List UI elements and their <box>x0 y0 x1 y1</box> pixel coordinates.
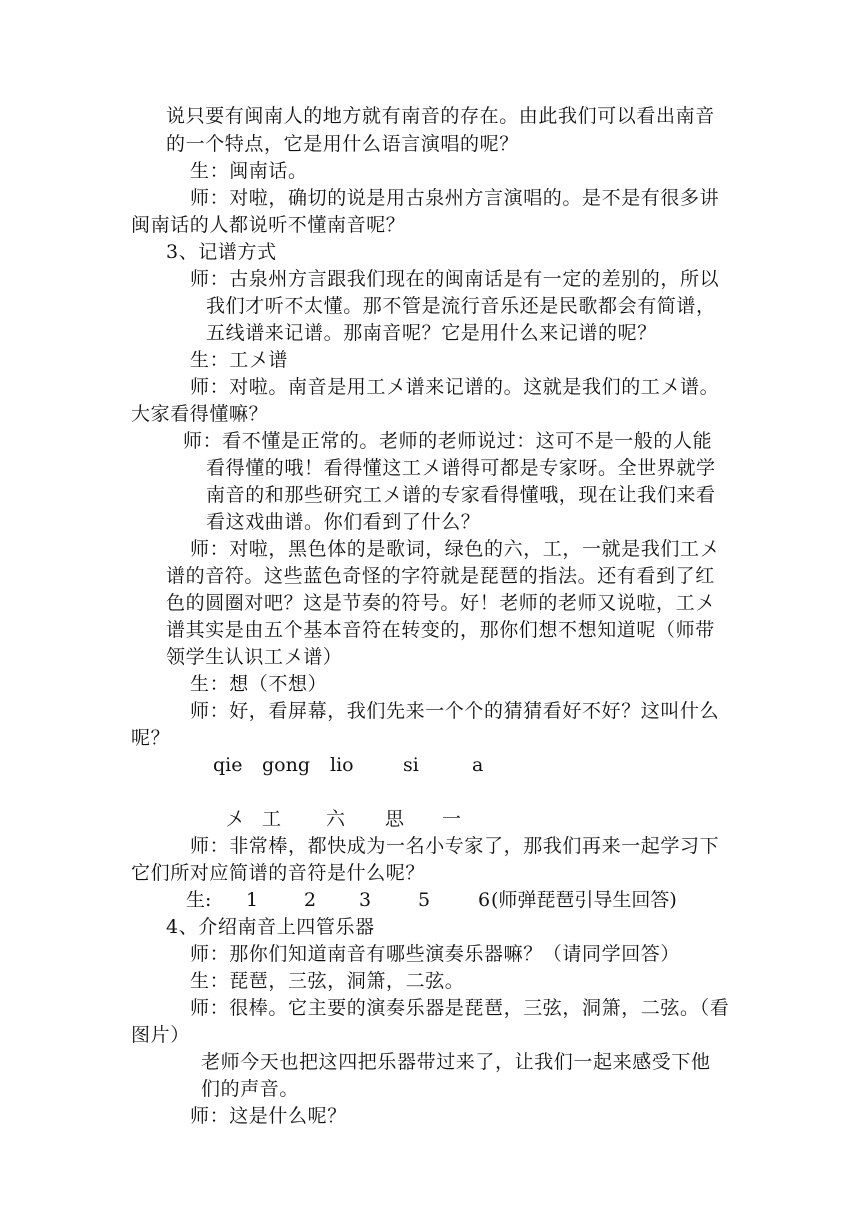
jianpu-note: 3 <box>359 889 372 911</box>
section-heading-notation: 3、记谱方式 <box>166 241 277 263</box>
gongche-notation-row <box>0 806 860 832</box>
jianpu-answer-row <box>0 887 860 913</box>
teacher-line: 师：看不懂是正常的。老师的老师说过：这可不是一般的人能 <box>183 430 713 452</box>
paragraph-line: 五线谱来记谱。那南音呢？它是用什么来记谱的呢？ <box>206 322 657 344</box>
teacher-line: 师：对啦。南音是用工〤谱来记谱的。这就是我们的工〤谱。 <box>190 376 720 398</box>
pinyin-item: si <box>403 754 419 776</box>
gongche-symbol: 思 <box>385 808 405 830</box>
pinyin-item: gong <box>262 754 311 776</box>
paragraph-line: 们的声音。 <box>201 1078 300 1100</box>
paragraph-line: 它们所对应简谱的音符是什么呢？ <box>131 862 426 884</box>
jianpu-note: 5 <box>418 889 431 911</box>
jianpu-label: 生: <box>186 889 212 911</box>
teacher-line: 师：古泉州方言跟我们现在的闽南话是有一定的差别的，所以 <box>190 268 720 290</box>
paragraph-line: 图片） <box>131 1024 190 1046</box>
jianpu-note: 6 <box>478 889 491 911</box>
paragraph-line: 领学生认识工〤谱） <box>166 646 343 668</box>
jianpu-remark: (师弹琵琶引导生回答) <box>491 889 677 911</box>
teacher-line: 师：对啦，确切的说是用古泉州方言演唱的。是不是有很多讲 <box>190 187 720 209</box>
paragraph-line: 的一个特点，它是用什么语言演唱的呢？ <box>166 133 519 155</box>
paragraph-line: 看得懂的哦！看得懂这工〤谱得可都是专家呀。全世界就学 <box>206 457 716 479</box>
jianpu-note: 2 <box>304 889 317 911</box>
paragraph-line: 南音的和那些研究工〤谱的专家看得懂哦，现在让我们来看 <box>206 484 716 506</box>
gongche-symbol: 〤 <box>225 808 245 830</box>
paragraph-line: 谱其实是由五个基本音符在转变的，那你们想不想知道呢（师带 <box>166 619 715 641</box>
pinyin-item: a <box>472 754 484 776</box>
jianpu-note: 1 <box>246 889 259 911</box>
paragraph-line: 说只要有闽南人的地方就有南音的存在。由此我们可以看出南音 <box>166 105 715 127</box>
paragraph-line: 闽南话的人都说听不懂南音呢？ <box>131 214 406 236</box>
paragraph-line: 谱的音符。这些蓝色奇怪的字符就是琵琶的指法。还有看到了红 <box>166 565 715 587</box>
pinyin-item: lio <box>330 754 354 776</box>
paragraph-line: 大家看得懂嘛？ <box>131 403 269 425</box>
pinyin-row <box>0 752 860 778</box>
teacher-line: 师：非常棒，都快成为一名小专家了，那我们再来一起学习下 <box>190 835 720 857</box>
paragraph-line: 呢？ <box>131 727 171 749</box>
gongche-symbol: 六 <box>326 808 346 830</box>
section-heading-instruments: 4、介绍南音上四管乐器 <box>166 916 375 938</box>
paragraph-line: 老师今天也把这四把乐器带过来了，让我们一起来感受下他 <box>201 1051 711 1073</box>
student-answer-line: 生：琵琶，三弦，洞箫，二弦。 <box>190 970 465 992</box>
paragraph-line: 看这戏曲谱。你们看到了什么？ <box>206 511 481 533</box>
pinyin-item: qie <box>213 754 243 776</box>
paragraph-line: 色的圆圈对吧？这是节奏的符号。好！老师的老师又说啦，工〤 <box>166 592 715 614</box>
gongche-symbol: 一 <box>442 808 462 830</box>
student-answer-line: 生：想（不想） <box>190 673 328 695</box>
teacher-line: 师：好，看屏幕，我们先来一个个的猜猜看好不好？这叫什么 <box>190 700 720 722</box>
student-answer-line: 生：闽南话。 <box>190 160 308 182</box>
paragraph-line: 我们才听不太懂。那不管是流行音乐还是民歌都会有简谱， <box>206 295 716 317</box>
student-answer-line: 生：工〤谱 <box>190 349 289 371</box>
gongche-symbol: 工 <box>262 808 282 830</box>
teacher-line: 师：对啦，黑色体的是歌词，绿色的六，工，一就是我们工〤 <box>190 538 720 560</box>
teacher-line: 师：这是什么呢？ <box>190 1105 347 1127</box>
teacher-line: 师：那你们知道南音有哪些演奏乐器嘛？（请同学回答） <box>190 943 681 965</box>
teacher-line: 师：很棒。它主要的演奏乐器是琵琶，三弦，洞箫，二弦。（看 <box>190 997 730 1019</box>
